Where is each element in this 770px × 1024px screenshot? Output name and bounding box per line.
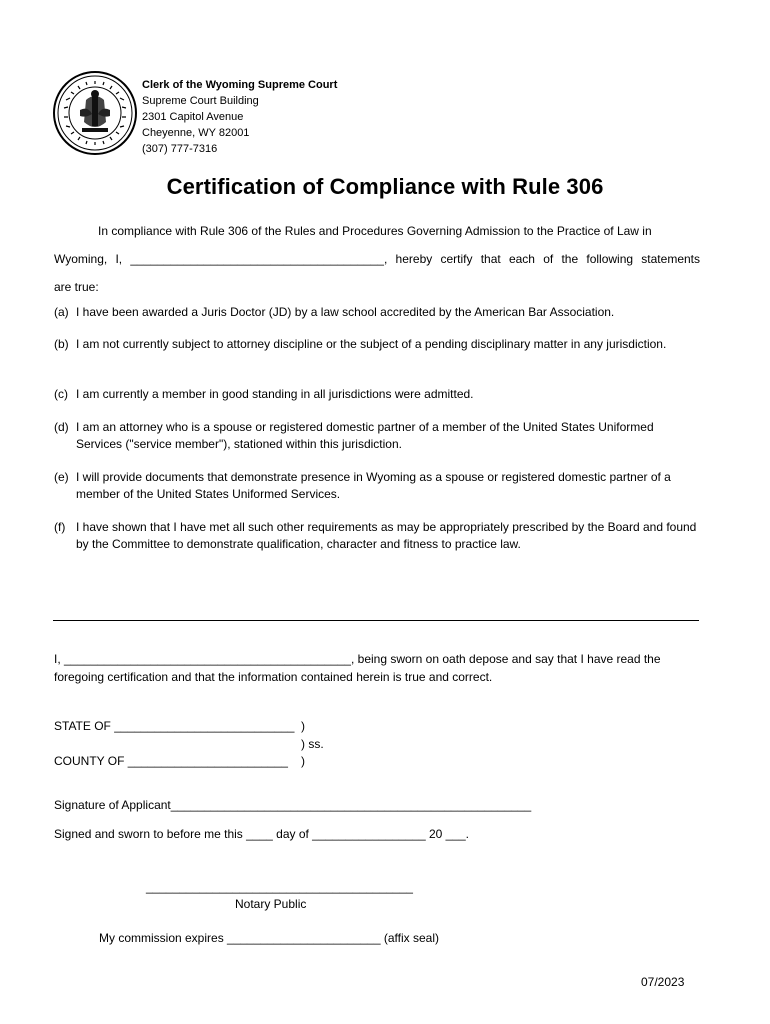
statement-e	[54, 469, 700, 503]
statement-a	[54, 304, 700, 321]
statement-marker: (e)	[54, 470, 69, 484]
intro-line-2-name-field[interactable]: Wyoming, I, ______________________________________, hereby certify that each of the following statements	[54, 252, 700, 266]
clerk-name: Clerk of the Wyoming Supreme Court	[142, 79, 338, 91]
commission-expires-field[interactable]: My commission expires _______________________ (affix seal)	[99, 931, 439, 945]
ss-label: ) ss.	[301, 736, 324, 751]
intro-line-3: are true:	[54, 280, 99, 294]
applicant-signature-field[interactable]: Signature of Applicant______________________________________________________	[54, 798, 532, 812]
statement-text: I am an attorney who is a spouse or registered domestic partner of a member of the United States Uniformed Services ("service member"), stationed within this jurisdiction.	[76, 420, 654, 451]
county-of-field[interactable]: COUNTY OF ________________________	[54, 754, 288, 768]
statement-text: I am not currently subject to attorney discipline or the subject of a pending disciplinary matter in any jurisdiction.	[76, 337, 667, 351]
intro-paragraph	[54, 217, 700, 301]
notary-signature-field[interactable]: ________________________________________	[146, 880, 413, 894]
statement-marker: (d)	[54, 420, 69, 434]
statement-c	[54, 386, 700, 403]
wyoming-supreme-court-seal-icon	[52, 70, 138, 156]
venue-block	[54, 718, 324, 771]
statement-text: I have shown that I have met all such other requirements as may be appropriately prescribed by the Board and found by the Committee to demonstrate qualification, character and fitness to practice law.	[76, 520, 697, 551]
county-row	[54, 753, 305, 771]
section-divider	[53, 620, 699, 621]
phone-number: (307) 777-7316	[142, 143, 218, 155]
state-paren: )	[301, 719, 305, 733]
ss-row	[54, 736, 324, 754]
city-state-zip: Cheyenne, WY 82001	[142, 127, 250, 139]
state-of-field[interactable]: STATE OF ___________________________	[54, 719, 295, 733]
state-row	[54, 718, 305, 736]
county-paren: )	[301, 754, 305, 768]
statement-marker: (c)	[54, 387, 68, 401]
statement-text: I am currently a member in good standing in all jurisdictions were admitted.	[76, 387, 474, 401]
document-title: Certification of Compliance with Rule 306	[166, 174, 604, 199]
clerk-address-block	[142, 77, 337, 157]
street-address: 2301 Capitol Avenue	[142, 111, 244, 123]
revision-date: 07/2023	[641, 975, 685, 989]
statement-text: I will provide documents that demonstrate presence in Wyoming as a spouse or registered domestic partner of a member of the United States Uniformed Services.	[76, 470, 671, 501]
statement-marker: (f)	[54, 520, 66, 534]
notary-public-label: Notary Public	[235, 897, 307, 911]
statement-d	[54, 419, 700, 453]
sworn-date-field[interactable]: Signed and sworn to before me this ____ day of _________________ 20 ___.	[54, 827, 469, 841]
statement-b	[54, 336, 700, 353]
statement-f	[54, 519, 700, 553]
building-name: Supreme Court Building	[142, 95, 259, 107]
oath-statement[interactable]: I, ___________________________________________, being sworn on oath depose and say that I have read the foregoing certification and that the information contained herein is true and correct.	[54, 652, 661, 684]
intro-line-1: In compliance with Rule 306 of the Rules and Procedures Governing Admission to the Practice of Law in	[98, 224, 652, 238]
statement-marker: (a)	[54, 305, 69, 319]
statement-marker: (b)	[54, 337, 69, 351]
statement-text: I have been awarded a Juris Doctor (JD) by a law school accredited by the American Bar Association.	[76, 305, 615, 319]
